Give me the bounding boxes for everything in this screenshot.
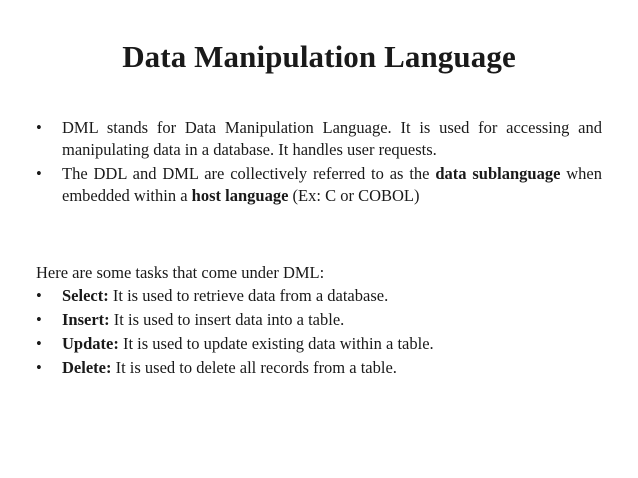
task-term: Select: [62,286,109,305]
bullet-text-part: The DDL and DML are collectively referred to as the [62,164,436,183]
bullet-text-part: (Ex: C or COBOL) [288,185,420,205]
bullet-text: DML stands for Data Manipulation Language. It is used for accessing and manipulating data in a database. It handles user requests. [62,118,602,159]
bullet-marker: • [36,286,42,305]
task-item-update [36,333,596,355]
bullet-marker: • [36,118,42,137]
bullet-marker: • [36,334,42,353]
task-item-select [36,285,596,307]
task-term: Update: [62,334,119,353]
bullet-sublanguage [36,163,602,206]
task-description: It is used to insert data into a table. [109,310,345,329]
task-item-delete [36,357,596,379]
task-term: Insert: [62,310,110,329]
slide-title: Data Manipulation Language [122,39,516,74]
bullet-marker: • [36,310,42,329]
bullet-marker: • [36,164,42,183]
bullet-text-part: when embedded within a [62,164,602,205]
tasks-intro: Here are some tasks that come under DML: [36,263,325,282]
bold-term-host-language: host language [191,185,289,205]
task-term: Delete: [62,358,112,377]
dml-task-list [36,285,596,381]
bullet-dml-definition [36,117,602,160]
task-description: It is used to retrieve data from a database. [108,286,389,305]
bold-term-data-sublanguage: data sublanguage [435,164,561,183]
definition-bullet-list [36,117,602,209]
bullet-marker: • [36,358,42,377]
task-item-insert [36,309,596,331]
task-description: It is used to update existing data within a table. [118,334,434,353]
task-description: It is used to delete all records from a table. [111,358,397,377]
